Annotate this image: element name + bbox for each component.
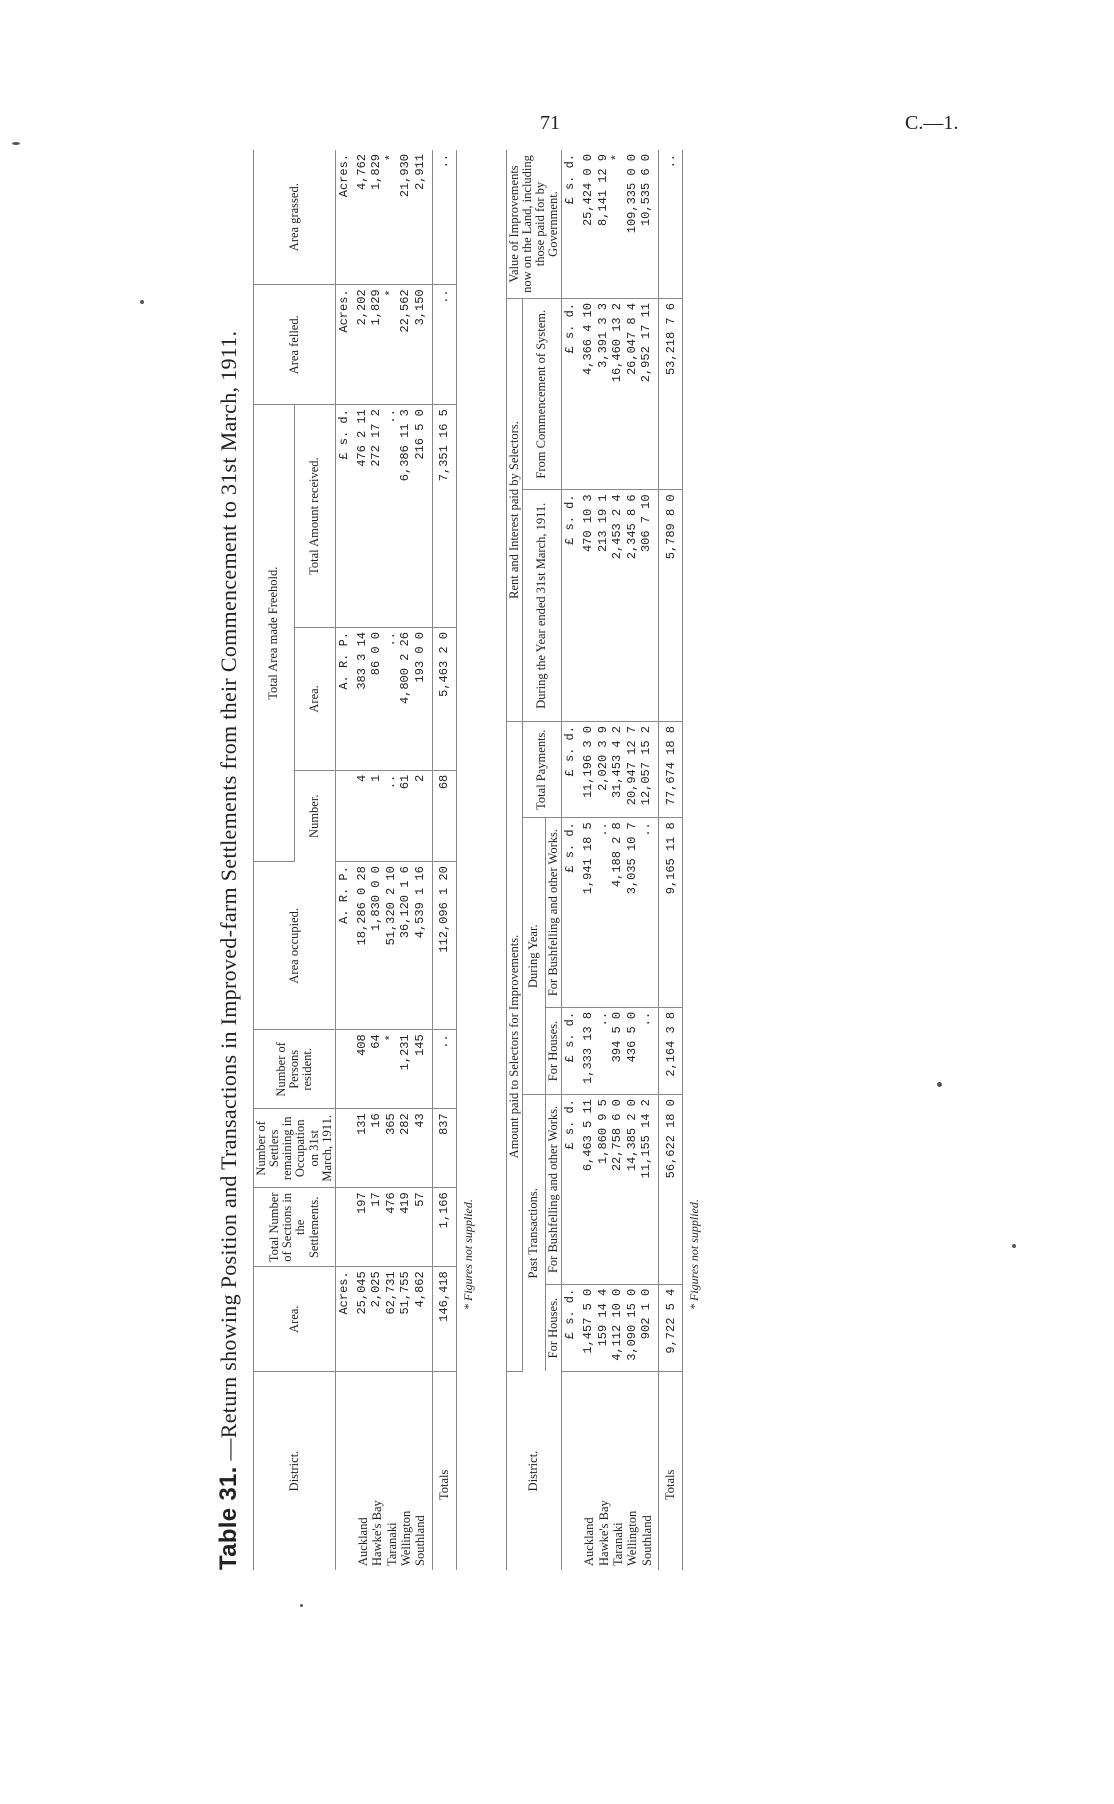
- table-row: [399, 150, 413, 1570]
- table-title: [215, 150, 243, 1570]
- table-label: Table 31.: [215, 1466, 242, 1570]
- cell-occupied: 4,539 1 16: [413, 862, 432, 1030]
- cell-persons: 145: [413, 1030, 432, 1109]
- cell-settlers: 16: [370, 1109, 384, 1188]
- col-settlers: Number of Settlers remaining in Occupation on 31st March, 1911.: [254, 1109, 336, 1188]
- units-row: [562, 150, 579, 1570]
- page-code: C.—1.: [905, 112, 959, 134]
- cell-past-bush: 6,463 5 11: [578, 1095, 596, 1285]
- col-dur-houses: For Houses.: [546, 1007, 562, 1094]
- col-area: Area.: [254, 1267, 336, 1372]
- cell-past-houses: 902 1 0: [640, 1284, 659, 1371]
- cell-value: 109,335 0 0: [625, 150, 639, 299]
- cell-fh-amount: 216 5 0: [413, 405, 432, 628]
- units-row: [335, 150, 352, 1570]
- cell-sections: 17: [370, 1188, 384, 1267]
- cell-rent-comm: 4,366 4 10: [578, 299, 596, 490]
- district-cell: Wellington: [625, 1510, 640, 1566]
- cell-grassed: *: [385, 150, 399, 285]
- district-cell: Hawke's Bay: [596, 1500, 611, 1566]
- col-persons: Number of Persons resident.: [254, 1030, 336, 1109]
- cell-felled: 22,562: [399, 285, 413, 405]
- cell-total: 12,057 15 2: [640, 722, 659, 818]
- cell-felled: *: [385, 285, 399, 405]
- table-row: [370, 150, 384, 1570]
- table-row: [640, 150, 659, 1570]
- cell-dur-bush: 1,941 18 5: [578, 818, 596, 1008]
- cell-rent-year: 2,345 8 6: [625, 490, 639, 722]
- total-grassed: ..: [432, 150, 456, 285]
- footnote: * Figures not supplied.: [460, 1199, 475, 1310]
- cell-total: 2,020 3 9: [597, 722, 611, 818]
- col-past-houses: For Houses.: [546, 1284, 562, 1371]
- unit: £ s. d.: [562, 150, 579, 299]
- col-amount-paid: Amount paid to Selectors for Improvements.: [506, 722, 522, 1372]
- table-row: [352, 150, 370, 1570]
- cell-past-houses: 4,112 10 0: [611, 1284, 625, 1371]
- cell-dur-houses: 1,333 13 8: [578, 1007, 596, 1094]
- improvements-table: [506, 150, 683, 1570]
- scan-speck: [300, 1604, 303, 1607]
- cell-value: 10,535 6 0: [640, 150, 659, 299]
- cell-grassed: 2,911: [413, 150, 432, 285]
- cell-rent-comm: 2,952 17 11: [640, 299, 659, 490]
- total-total: 77,674 18 8: [659, 722, 683, 818]
- district-cell: Southland: [639, 1515, 654, 1566]
- cell-dur-houses: ..: [597, 1007, 611, 1094]
- cell-settlers: 282: [399, 1109, 413, 1188]
- unit: £ s. d.: [562, 490, 579, 722]
- unit: £ s. d.: [562, 1284, 579, 1371]
- cell-settlers: 43: [413, 1109, 432, 1188]
- cell-dur-bush: 4,188 2 8: [611, 818, 625, 1008]
- total-fh-amount: 7,351 16 5: [432, 405, 456, 628]
- unit: £ s. d.: [562, 299, 579, 490]
- cell-persons: *: [385, 1030, 399, 1109]
- unit: £ s. d.: [562, 1007, 579, 1094]
- cell-value: *: [611, 150, 625, 299]
- district-cell: Southland: [413, 1515, 428, 1566]
- total-rent-comm: 53,218 7 6: [659, 299, 683, 490]
- district-cell: Wellington: [398, 1510, 413, 1566]
- cell-rent-year: 306 7 10: [640, 490, 659, 722]
- total-persons: ..: [432, 1030, 456, 1109]
- unit: Acres.: [335, 1267, 352, 1372]
- cell-past-bush: 11,155 14 2: [640, 1095, 659, 1285]
- cell-rent-comm: 16,460 13 2: [611, 299, 625, 490]
- cell-number: 4: [352, 770, 370, 861]
- table-row: [611, 150, 625, 1570]
- district-cell: Taranaki: [384, 1522, 399, 1566]
- total-fh-area: 5,463 2 0: [432, 628, 456, 771]
- cell-occupied: 51,320 2 10: [385, 862, 399, 1030]
- cell-rent-year: 2,453 2 4: [611, 490, 625, 722]
- cell-past-houses: 159 14 4: [597, 1284, 611, 1371]
- scan-speck: [937, 1082, 942, 1087]
- cell-sections: 419: [399, 1188, 413, 1267]
- cell-dur-houses: 394 5 0: [611, 1007, 625, 1094]
- cell-past-bush: 14,385 2 0: [625, 1095, 639, 1285]
- cell-persons: 64: [370, 1030, 384, 1109]
- total-area: 146,418: [432, 1267, 456, 1372]
- col-past: Past Transactions.: [522, 1095, 545, 1372]
- total-settlers: 837: [432, 1109, 456, 1188]
- cell-area: 51,755: [399, 1267, 413, 1372]
- cell-sections: 197: [352, 1188, 370, 1267]
- cell-dur-bush: ..: [640, 818, 659, 1008]
- cell-persons: 1,231: [399, 1030, 413, 1109]
- col-fh-number: Number.: [294, 770, 335, 861]
- cell-number: 1: [370, 770, 384, 861]
- cell-occupied: 1,830 0 0: [370, 862, 384, 1030]
- district-cell: Auckland: [582, 1517, 597, 1566]
- cell-dur-houses: 436 5 0: [625, 1007, 639, 1094]
- unit: A. R. P.: [335, 862, 352, 1030]
- cell-rent-year: 213 19 1: [597, 490, 611, 722]
- total-dur-houses: 2,164 3 8: [659, 1007, 683, 1094]
- col-fh-amount: Total Amount received.: [294, 405, 335, 628]
- cell-number: 61: [399, 770, 413, 861]
- cell-fh-amount: 476 2 11: [352, 405, 370, 628]
- rotated-tables: [215, 150, 875, 1570]
- cell-fh-area: 383 3 14: [352, 628, 370, 771]
- col-rent: Rent and Interest paid by Selectors.: [506, 299, 522, 722]
- scan-speck: [1012, 1244, 1016, 1248]
- totals-label: Totals: [659, 1372, 683, 1571]
- district-cell: Hawke's Bay: [370, 1500, 385, 1566]
- col-total: Total Payments.: [522, 722, 561, 818]
- cell-past-bush: 22,758 6 0: [611, 1095, 625, 1285]
- cell-occupied: 18,286 0 28: [352, 862, 370, 1030]
- cell-total: 31,453 4 2: [611, 722, 625, 818]
- cell-settlers: 131: [352, 1109, 370, 1188]
- cell-value: 8,141 12 9: [597, 150, 611, 299]
- table-row: [578, 150, 596, 1570]
- total-past-bush: 56,622 18 0: [659, 1095, 683, 1285]
- totals-label: Totals: [432, 1372, 456, 1571]
- cell-total: 20,947 12 7: [625, 722, 639, 818]
- cell-rent-comm: 3,391 3 3: [597, 299, 611, 490]
- totals-row: [659, 150, 683, 1570]
- cell-occupied: 36,120 1 6: [399, 862, 413, 1030]
- cell-value: 25,424 0 0: [578, 150, 596, 299]
- cell-felled: 1,829: [370, 285, 384, 405]
- scan-speck: [140, 300, 144, 304]
- district-cell: Taranaki: [610, 1522, 625, 1566]
- col-rent-year: During the Year ended 31st March, 1911.: [522, 490, 561, 722]
- cell-dur-bush: ..: [597, 818, 611, 1008]
- cell-dur-houses: ..: [640, 1007, 659, 1094]
- cell-fh-area: 4,800 2 26: [399, 628, 413, 771]
- cell-area: 25,045: [352, 1267, 370, 1372]
- total-number: 68: [432, 770, 456, 861]
- unit: £ s. d.: [562, 722, 579, 818]
- unit: A. R. P.: [335, 628, 352, 771]
- col-district: District.: [254, 1372, 336, 1571]
- cell-fh-area: 86 0 0: [370, 628, 384, 771]
- col-during: During Year.: [522, 818, 545, 1095]
- cell-settlers: 365: [385, 1109, 399, 1188]
- cell-rent-year: 470 10 3: [578, 490, 596, 722]
- col-sections: Total Number of Sections in the Settlements.: [254, 1188, 336, 1267]
- col-rent-comm: From Commencement of System.: [522, 299, 561, 490]
- cell-dur-bush: 3,035 10 7: [625, 818, 639, 1008]
- col-freehold: Total Area made Freehold.: [254, 405, 295, 862]
- scan-speck: [12, 142, 20, 145]
- col-value: Value of Improvements now on the Land, including those paid for by Government.: [506, 150, 562, 299]
- cell-sections: 476: [385, 1188, 399, 1267]
- col-dur-bush: For Bushfelling and other Works.: [546, 818, 562, 1008]
- total-dur-bush: 9,165 11 8: [659, 818, 683, 1008]
- cell-area: 2,025: [370, 1267, 384, 1372]
- cell-persons: 408: [352, 1030, 370, 1109]
- col-past-bush: For Bushfelling and other Works.: [546, 1095, 562, 1285]
- col-felled: Area felled.: [254, 285, 336, 405]
- total-felled: ..: [432, 285, 456, 405]
- district-cell: Auckland: [355, 1517, 370, 1566]
- totals-row: [432, 150, 456, 1570]
- cell-grassed: 21,930: [399, 150, 413, 285]
- unit: £ s. d.: [562, 1095, 579, 1285]
- total-sections: 1,166: [432, 1188, 456, 1267]
- cell-fh-amount: ..: [385, 405, 399, 628]
- cell-fh-area: ..: [385, 628, 399, 771]
- settlements-table: [253, 150, 457, 1570]
- cell-grassed: 1,829: [370, 150, 384, 285]
- cell-past-houses: 1,457 5 0: [578, 1284, 596, 1371]
- cell-fh-amount: 272 17 2: [370, 405, 384, 628]
- cell-felled: 3,150: [413, 285, 432, 405]
- col-district: District.: [506, 1372, 562, 1571]
- cell-past-bush: 1,860 9 5: [597, 1095, 611, 1285]
- table-row: [385, 150, 399, 1570]
- cell-grassed: 4,762: [352, 150, 370, 285]
- col-grassed: Area grassed.: [254, 150, 336, 285]
- unit: Acres.: [335, 150, 352, 285]
- footnote: * Figures not supplied.: [687, 1199, 701, 1310]
- cell-sections: 57: [413, 1188, 432, 1267]
- table-title-text: —Return showing Position and Transactions in Improved-farm Settlements from their Commencement to 31st March, 1911.: [216, 330, 241, 1461]
- unit: £ s. d.: [562, 818, 579, 1008]
- table-row: [413, 150, 432, 1570]
- cell-area: 62,731: [385, 1267, 399, 1372]
- cell-number: ..: [385, 770, 399, 861]
- cell-felled: 2,202: [352, 285, 370, 405]
- cell-past-houses: 3,090 15 0: [625, 1284, 639, 1371]
- unit: £ s. d.: [335, 405, 352, 628]
- total-past-houses: 9,722 5 4: [659, 1284, 683, 1371]
- total-occupied: 112,096 1 20: [432, 862, 456, 1030]
- unit: Acres.: [335, 285, 352, 405]
- total-rent-year: 5,789 8 0: [659, 490, 683, 722]
- col-area-occupied: Area occupied.: [254, 862, 336, 1030]
- cell-number: 2: [413, 770, 432, 861]
- table-row: [597, 150, 611, 1570]
- cell-fh-area: 193 0 0: [413, 628, 432, 771]
- table-row: [625, 150, 639, 1570]
- cell-fh-amount: 6,386 11 3: [399, 405, 413, 628]
- cell-total: 11,196 3 0: [578, 722, 596, 818]
- cell-rent-comm: 26,047 8 4: [625, 299, 639, 490]
- col-fh-area: Area.: [294, 628, 335, 771]
- total-value: ..: [659, 150, 683, 299]
- cell-area: 4,862: [413, 1267, 432, 1372]
- page-number: 71: [540, 112, 560, 134]
